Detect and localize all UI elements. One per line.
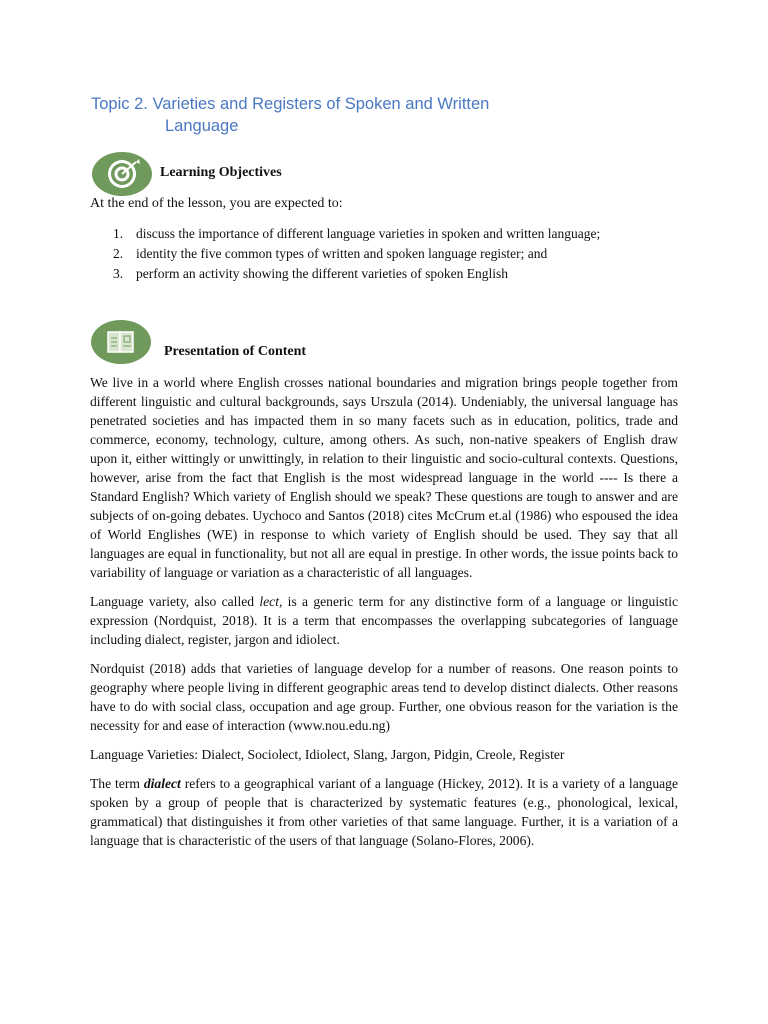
list-item-text: discuss the importance of different language varieties in spoken and written language; [136,226,601,241]
paragraph [90,774,678,850]
paragraph: Nordquist (2018) adds that varieties of language develop for a number of reasons. One reason points to geography where people living in different geographic areas tend to develop distinct dialects. Other reasons have to do with social class, occupation and age group. Further, one obvious reason for the variation is the necessity for and ease of interaction (www.nou.edu.ng) [90,661,678,733]
term-lect: lect [259,594,279,609]
term-dialect: dialect [143,776,181,791]
list-item [90,244,690,264]
book-icon [91,320,151,364]
paragraph-text: Language variety, also called [90,594,260,609]
title-line-1: Topic 2. Varieties and Registers of Spoken and Written [91,95,490,113]
list-number: 1. [113,226,124,241]
list-item [90,264,690,284]
presentation-of-content-heading: Presentation of Content [164,344,307,359]
paragraph [90,592,678,649]
paragraph: We live in a world where English crosses national boundaries and migration brings people together from different linguistic and cultural backgrounds, says Urszula (2014). Undeniably, the universal language has penetrated societies and has impacted them in so many facets such as in education, politics, trade and commerce, economy, technology, culture, among others. As such, non-native speakers of English draw upon it, either wittingly or unwittingly, in relation to their linguistic and socio-cultural contexts. Questions, however, arise from the fact that English is the most widespread language in the world ---- Is there a Standard English? Which variety of English should we speak? These questions are tough to answer and are subjects of on-going debates. Uychoco and Santos (2018) cites McCrum et.al (1986) who espoused the idea of World Englishes (WE) in response to which variety of English should be used. They say that all languages are equal in functionality, but not all are equal in prestige. In other words, the issue points back to variability of language or variation as a characteristic of all languages. [90,375,679,580]
paragraph-text: The term [90,776,144,791]
objectives-intro: At the end of the lesson, you are expected to: [90,196,343,211]
title-line-2: Language [165,117,239,135]
content-body [90,373,678,860]
list-item-text: perform an activity showing the different varieties of spoken English [136,266,509,281]
paragraph-text: , is a generic term for any distinctive form of a language or linguistic expression (Nordquist, 2018). It is a term that encompasses the overlapping subcategories of language including dialect, register, jargon and idiolect. [90,594,679,647]
list-item [90,224,690,244]
learning-objectives-heading: Learning Objectives [160,165,282,180]
page-title [91,93,611,137]
list-number: 2. [113,246,124,261]
paragraph: Language Varieties: Dialect, Sociolect, Idiolect, Slang, Jargon, Pidgin, Creole, Register [90,747,565,762]
list-number: 3. [113,266,124,281]
objectives-list [90,224,690,284]
list-item-text: identity the five common types of written and spoken language register; and [136,246,548,261]
target-icon [92,152,152,196]
paragraph-text: refers to a geographical variant of a language (Hickey, 2012). It is a variety of a language spoken by a group of people that is characterized by systematic features (e.g., phonological, lexical, grammatical) that distinguishes it from other varieties of that same language. Further, it is a variation of a language that is characteristic of the users of that language (Solano-Flores, 2006). [90,776,678,848]
